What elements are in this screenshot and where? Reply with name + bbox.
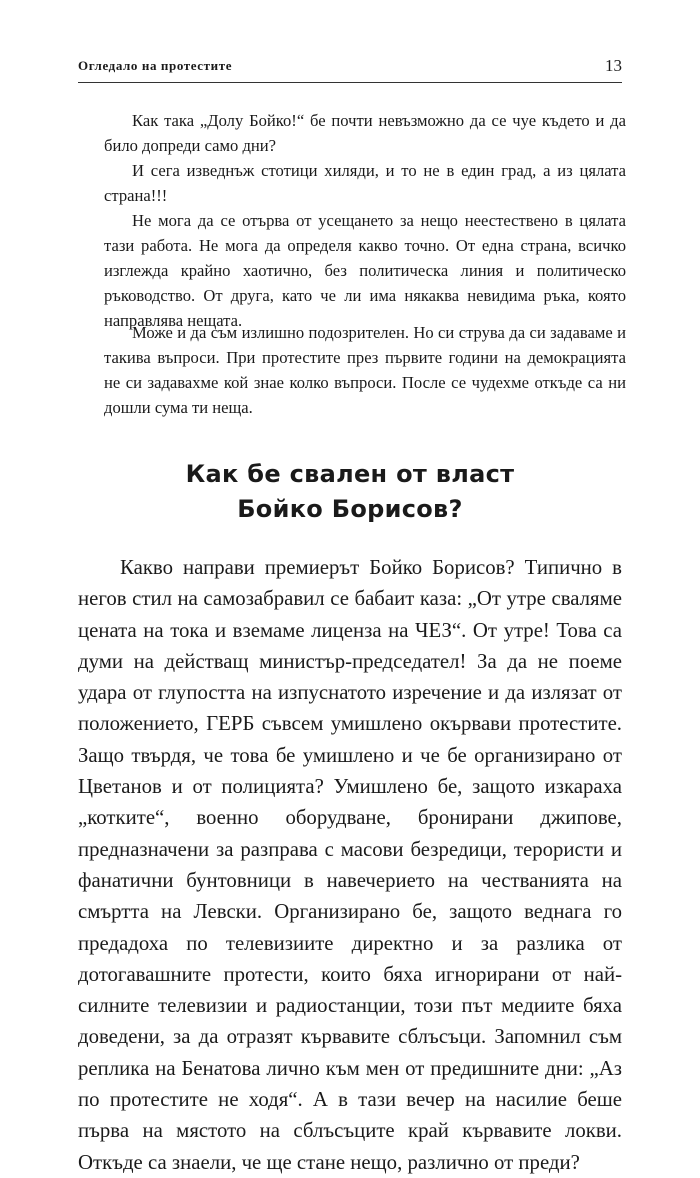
intro-paragraph-2: И сега изведнъж стотици хиляди, и то не в един град, а из цялата страна!!! xyxy=(104,161,626,205)
page-number: 13 xyxy=(605,56,622,75)
intro-paragraph-4: Може и да съм излишно подозрителен. Но си струва да си задаваме и такива въпроси. При протестите през първите години на демокрацията не си задавахме кой знае колко въпроси. После се чудехме откъде са ни дошли сума ти неща. xyxy=(104,323,626,417)
running-title: Огледало на протестите xyxy=(78,58,233,73)
page-header xyxy=(78,56,622,83)
body-paragraph: Какво направи премиерът Бойко Борисов? Типично в негов стил на самозабравил се бабаит каза: „От утре сваляме цената на тока и вземаме лиценза на ЧЕЗ“. От утре! Това са думи на действащ министър-председател! За да не поеме удара от глупостта на изпуснатото изречение и да излязат от положението, ГЕРБ съвсем умишлено окървави протестите. Защо твърдя, че това бе умишлено и че бе организирано от Цветанов и от полицията? Умишлено бе, защото изкараха „котките“, военно оборудване, бронирани джипове, предназначени за разправа с масови безредици, терористи и фанатични бунтовници в навечерието на честванията на смъртта на Левски. Организирано бе, защото веднага го предадоха по телевизиите директно и за разлика от дотогавашните протести, които бяха игнорирани от най-силните телевизии и радиостанции, този път медиите бяха доведени, за да отразят кървавите сблъсъци. Запомнил съм реплика на Бенатова лично към мен от предишните дни: „Аз по протестите не ходя“. А в тази вечер на насилие беше първа на мястото на сблъсъците край кървавите локви. Откъде са знаели, че ще стане нещо, различно от преди? xyxy=(78,556,622,1174)
section-heading-line-2: Бойко Борисов? xyxy=(237,495,463,523)
intro-paragraph-1: Как така „Долу Бойко!“ бе почти невъзможно да се чуе където и да било допреди само дни? xyxy=(104,111,626,155)
intro-paragraph-3: Не мога да се отърва от усещането за нещо неестествено в цялата тази работа. Не мога да определя какво точно. От една страна, всичко изглежда крайно хаотично, без политическа линия и политическо ръководство. От друга, като че ли има някаква невидима ръка, която направлява нещата. xyxy=(104,211,626,330)
section-heading-line-1: Как бе свален от власт xyxy=(185,460,515,488)
